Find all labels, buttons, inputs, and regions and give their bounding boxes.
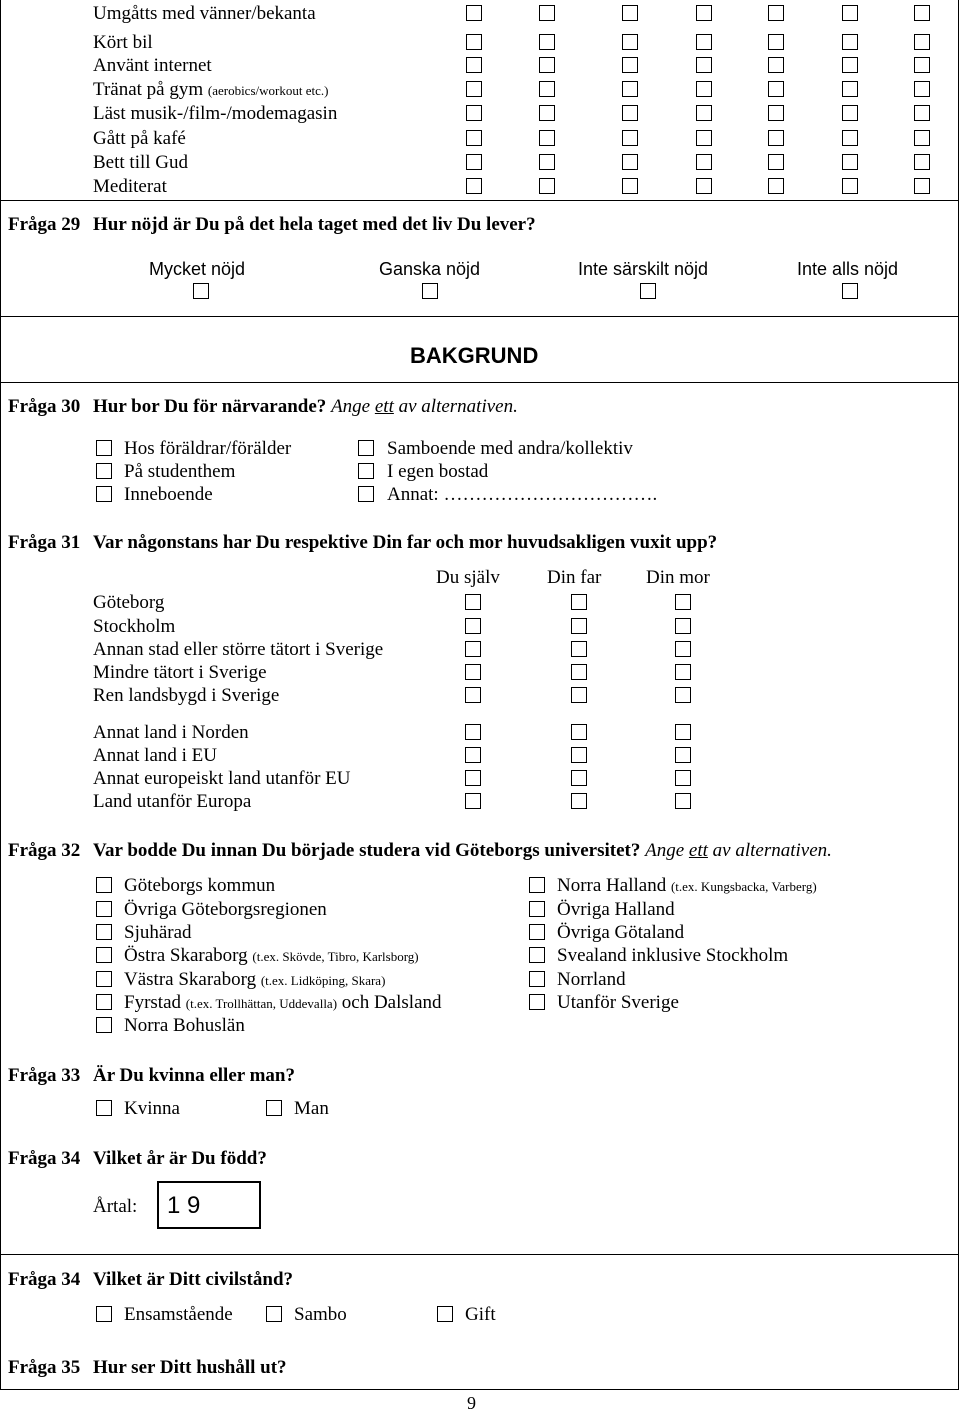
activity-checkbox[interactable]: [466, 57, 482, 73]
activity-text: Gått på kafé: [93, 128, 186, 149]
activity-checkbox[interactable]: [696, 81, 712, 97]
q32-option-note: (t.ex. Lidköping, Skara): [260, 973, 386, 988]
q34b-option-label: Gift: [465, 1304, 496, 1325]
year-input[interactable]: [157, 1181, 261, 1229]
question-text: Är Du kvinna eller man?: [93, 1065, 295, 1086]
q31-checkbox[interactable]: [571, 793, 587, 809]
q32-option-label: [557, 923, 684, 942]
activity-checkbox[interactable]: [842, 57, 858, 73]
activity-text: Använt internet: [93, 55, 212, 76]
page-number: 9: [467, 1393, 476, 1413]
activity-text: Mediterat: [93, 176, 167, 197]
q31-checkbox[interactable]: [571, 664, 587, 680]
q31-checkbox[interactable]: [675, 641, 691, 657]
activity-checkbox[interactable]: [768, 34, 784, 50]
q31-checkbox[interactable]: [465, 641, 481, 657]
q31-checkbox[interactable]: [571, 687, 587, 703]
activity-checkbox[interactable]: [696, 130, 712, 146]
q29-option-label: Inte särskilt nöjd: [578, 259, 709, 279]
activity-label: [93, 129, 186, 148]
activity-note: (aerobics/workout etc.): [207, 83, 329, 98]
q32-option-label: [557, 970, 626, 989]
q30-option-label: Inneboende: [124, 484, 213, 505]
frame-rule: [0, 1389, 959, 1390]
activity-checkbox[interactable]: [914, 154, 930, 170]
q34b-checkbox[interactable]: [437, 1306, 453, 1322]
q32-option-text: Utanför Sverige: [557, 992, 679, 1013]
activity-label: [93, 4, 316, 23]
q31-checkbox[interactable]: [571, 594, 587, 610]
question-number: Fråga 30: [8, 396, 81, 417]
q31-checkbox[interactable]: [465, 687, 481, 703]
activity-checkbox[interactable]: [768, 130, 784, 146]
q30-checkbox[interactable]: [96, 463, 112, 479]
activity-checkbox[interactable]: [466, 5, 482, 21]
q32-option-note: (t.ex. Kungsbacka, Varberg): [670, 879, 817, 894]
q32-option-text: Övriga Halland: [557, 899, 675, 920]
year-prefill: 1 9: [167, 1192, 201, 1219]
question-text: [93, 397, 518, 416]
activity-checkbox[interactable]: [622, 130, 638, 146]
q31-checkbox[interactable]: [571, 724, 587, 740]
activity-checkbox[interactable]: [539, 154, 555, 170]
q34b-checkbox[interactable]: [266, 1306, 282, 1322]
activity-checkbox[interactable]: [696, 5, 712, 21]
q31-row-label: Ren landsbygd i Sverige: [93, 685, 280, 706]
activity-text: Kört bil: [93, 32, 153, 53]
q33-option-label: Man: [294, 1098, 329, 1119]
q31-row-label: Mindre tätort i Sverige: [93, 662, 267, 683]
activity-checkbox[interactable]: [842, 81, 858, 97]
q30-checkbox[interactable]: [358, 463, 374, 479]
q30-option-label: Annat: …………………………….: [387, 484, 658, 505]
q29-checkbox[interactable]: [842, 283, 858, 299]
activity-checkbox[interactable]: [622, 178, 638, 194]
q32-option-label: [124, 900, 327, 919]
question-text: Hur nöjd är Du på det hela taget med det liv Du lever?: [93, 214, 536, 235]
q29-option-label: Mycket nöjd: [149, 259, 246, 279]
activity-label: [93, 33, 153, 52]
activity-checkbox[interactable]: [466, 154, 482, 170]
activity-checkbox[interactable]: [622, 34, 638, 50]
q32-checkbox[interactable]: [96, 971, 112, 987]
q31-row-label: Göteborg: [93, 592, 165, 613]
activity-checkbox[interactable]: [539, 34, 555, 50]
question-text: Var någonstans har Du respektive Din far och mor huvudsakligen vuxit upp?: [93, 532, 718, 553]
q30-checkbox[interactable]: [358, 440, 374, 456]
q31-checkbox[interactable]: [571, 641, 587, 657]
activity-checkbox[interactable]: [466, 105, 482, 121]
activity-checkbox[interactable]: [622, 105, 638, 121]
frame-rule: [0, 1254, 959, 1255]
q32-option-label: [557, 946, 788, 965]
q31-row-label: Stockholm: [93, 616, 176, 637]
q32-option-label: [124, 876, 275, 895]
question-number: Fråga 31: [8, 532, 81, 553]
activity-checkbox[interactable]: [539, 5, 555, 21]
q32-checkbox[interactable]: [529, 994, 545, 1010]
q33-checkbox[interactable]: [266, 1100, 282, 1116]
q32-checkbox[interactable]: [529, 971, 545, 987]
question-number: Fråga 29: [8, 214, 81, 235]
q31-checkbox[interactable]: [675, 747, 691, 763]
question-text: Vilket år är Du född?: [93, 1148, 267, 1169]
q31-row-label: Annan stad eller större tätort i Sverige: [93, 639, 384, 660]
activity-checkbox[interactable]: [842, 130, 858, 146]
q31-checkbox[interactable]: [675, 664, 691, 680]
q32-option-text: Sjuhärad: [124, 922, 192, 943]
q29-checkbox[interactable]: [193, 283, 209, 299]
question-number: Fråga 32: [8, 840, 81, 861]
activity-text: Tränat på gym: [93, 79, 204, 100]
year-label: Årtal:: [93, 1196, 138, 1217]
q32-checkbox[interactable]: [529, 901, 545, 917]
q31-row-label: Annat europeiskt land utanför EU: [93, 768, 351, 789]
q32-option-label: [124, 970, 385, 989]
q32-checkbox[interactable]: [96, 901, 112, 917]
q29-option-label: Ganska nöjd: [379, 259, 481, 279]
q32-checkbox[interactable]: [96, 994, 112, 1010]
q32-instruction: Ange ett av alternativen.: [645, 840, 832, 861]
q32-checkbox[interactable]: [96, 1017, 112, 1033]
activity-checkbox[interactable]: [696, 34, 712, 50]
activity-checkbox[interactable]: [696, 105, 712, 121]
q31-checkbox[interactable]: [465, 618, 481, 634]
q30-checkbox[interactable]: [96, 486, 112, 502]
q31-checkbox[interactable]: [571, 618, 587, 634]
activity-checkbox[interactable]: [539, 130, 555, 146]
q30-instruction: Ange ett av alternativen.: [331, 396, 518, 417]
activity-checkbox[interactable]: [914, 178, 930, 194]
question-text: [93, 841, 832, 860]
activity-text: Läst musik-/film-/modemagasin: [93, 103, 338, 124]
q31-checkbox[interactable]: [465, 747, 481, 763]
q32-checkbox[interactable]: [529, 877, 545, 893]
q32-option-text: Svealand inklusive Stockholm: [557, 945, 789, 966]
activity-label: [93, 104, 337, 123]
frame-rule: [0, 382, 959, 383]
frame-left: [0, 0, 1, 1390]
activity-label: [93, 80, 328, 99]
activity-checkbox[interactable]: [466, 34, 482, 50]
activity-checkbox[interactable]: [466, 178, 482, 194]
activity-checkbox[interactable]: [622, 5, 638, 21]
q32-text: Var bodde Du innan Du började studera vid Göteborgs universitet?: [93, 840, 641, 861]
q32-checkbox[interactable]: [96, 924, 112, 940]
activity-checkbox[interactable]: [842, 5, 858, 21]
q32-option-text: Göteborgs kommun: [124, 875, 276, 896]
activity-checkbox[interactable]: [466, 130, 482, 146]
activity-label: [93, 177, 167, 196]
activity-label: [93, 56, 212, 75]
q31-checkbox[interactable]: [465, 724, 481, 740]
q32-option-label: [124, 993, 442, 1012]
q31-checkbox[interactable]: [675, 687, 691, 703]
q30-text: Hur bor Du för närvarande?: [93, 396, 327, 417]
q29-checkbox[interactable]: [422, 283, 438, 299]
q31-checkbox[interactable]: [465, 770, 481, 786]
q33-option-label: Kvinna: [124, 1098, 180, 1119]
activity-checkbox[interactable]: [622, 154, 638, 170]
activity-checkbox[interactable]: [768, 105, 784, 121]
frame-rule: [0, 316, 959, 317]
activity-checkbox[interactable]: [696, 57, 712, 73]
q30-option-label: Hos föräldrar/förälder: [124, 438, 292, 459]
q32-option-label: [124, 1016, 245, 1035]
activity-checkbox[interactable]: [914, 34, 930, 50]
activity-checkbox[interactable]: [539, 81, 555, 97]
q31-checkbox[interactable]: [675, 618, 691, 634]
q32-checkbox[interactable]: [96, 947, 112, 963]
activity-checkbox[interactable]: [914, 5, 930, 21]
activity-checkbox[interactable]: [539, 178, 555, 194]
question-text: Hur ser Ditt hushåll ut?: [93, 1357, 287, 1378]
q31-checkbox[interactable]: [675, 724, 691, 740]
q30-checkbox[interactable]: [358, 486, 374, 502]
question-number: Fråga 34: [8, 1269, 81, 1290]
q34b-checkbox[interactable]: [96, 1306, 112, 1322]
question-number: Fråga 33: [8, 1065, 81, 1086]
q32-option-text: Fyrstad: [124, 992, 186, 1013]
q33-checkbox[interactable]: [96, 1100, 112, 1116]
q32-option-label: [557, 876, 817, 895]
activity-checkbox[interactable]: [622, 57, 638, 73]
activity-checkbox[interactable]: [622, 81, 638, 97]
q32-option-label: [557, 993, 679, 1012]
question-number: Fråga 34: [8, 1148, 81, 1169]
question-number: Fråga 35: [8, 1357, 81, 1378]
q32-checkbox[interactable]: [529, 924, 545, 940]
activity-checkbox[interactable]: [768, 178, 784, 194]
q32-option-text: Övriga Göteborgsregionen: [124, 899, 327, 920]
q31-row-label: Land utanför Europa: [93, 791, 252, 812]
q32-option-note: (t.ex. Trollhättan, Uddevalla): [185, 996, 338, 1011]
q34b-option-label: Ensamstående: [124, 1304, 233, 1325]
activity-checkbox[interactable]: [914, 57, 930, 73]
activity-label: [93, 153, 188, 172]
q29-option-label: Inte alls nöjd: [797, 259, 899, 279]
q31-checkbox[interactable]: [675, 594, 691, 610]
q31-checkbox[interactable]: [465, 594, 481, 610]
q32-option-text: Norra Halland: [557, 875, 671, 896]
activity-checkbox[interactable]: [768, 81, 784, 97]
activity-checkbox[interactable]: [914, 81, 930, 97]
q32-option-label: [124, 946, 419, 965]
q31-col-header: Du själv: [436, 567, 500, 588]
q32-option-text: Västra Skaraborg: [124, 969, 261, 990]
activity-checkbox[interactable]: [768, 5, 784, 21]
q31-checkbox[interactable]: [465, 793, 481, 809]
activity-checkbox[interactable]: [842, 105, 858, 121]
activity-checkbox[interactable]: [842, 178, 858, 194]
q31-col-header: Din far: [547, 567, 602, 588]
q32-option-text: Norrland: [557, 969, 626, 990]
q32-checkbox[interactable]: [529, 947, 545, 963]
q32-checkbox[interactable]: [96, 877, 112, 893]
q31-col-header: Din mor: [646, 567, 710, 588]
q29-checkbox[interactable]: [640, 283, 656, 299]
q30-option-label: På studenthem: [124, 461, 236, 482]
q32-option-text: Östra Skaraborg: [124, 945, 253, 966]
activity-text: Bett till Gud: [93, 152, 188, 173]
q31-checkbox[interactable]: [675, 793, 691, 809]
q31-checkbox[interactable]: [465, 664, 481, 680]
q32-option-tail: och Dalsland: [337, 992, 442, 1013]
q32-option-note: (t.ex. Skövde, Tibro, Karlsborg): [252, 949, 419, 964]
activity-text: Umgåtts med vänner/bekanta: [93, 3, 316, 24]
activity-checkbox[interactable]: [768, 154, 784, 170]
activity-checkbox[interactable]: [842, 154, 858, 170]
q30-option-label: Samboende med andra/kollektiv: [387, 438, 633, 459]
activity-checkbox[interactable]: [539, 57, 555, 73]
q30-checkbox[interactable]: [96, 440, 112, 456]
activity-checkbox[interactable]: [539, 105, 555, 121]
section-title: BAKGRUND: [410, 343, 539, 368]
question-text: Vilket är Ditt civilstånd?: [93, 1269, 294, 1290]
q31-checkbox[interactable]: [571, 770, 587, 786]
frame-right: [958, 0, 959, 1390]
q32-option-label: [124, 923, 192, 942]
activity-checkbox[interactable]: [842, 34, 858, 50]
q31-checkbox[interactable]: [675, 770, 691, 786]
q31-row-label: Annat land i EU: [93, 745, 218, 766]
q32-option-text: Övriga Götaland: [557, 922, 685, 943]
activity-checkbox[interactable]: [466, 81, 482, 97]
activity-checkbox[interactable]: [768, 57, 784, 73]
q34b-option-label: Sambo: [294, 1304, 347, 1325]
q30-option-label: I egen bostad: [387, 461, 489, 482]
q31-row-label: Annat land i Norden: [93, 722, 249, 743]
frame-rule: [0, 200, 959, 201]
activity-checkbox[interactable]: [696, 178, 712, 194]
activity-checkbox[interactable]: [914, 130, 930, 146]
q32-option-text: Norra Bohuslän: [124, 1015, 245, 1036]
q32-option-label: [557, 900, 675, 919]
activity-checkbox[interactable]: [696, 154, 712, 170]
activity-checkbox[interactable]: [914, 105, 930, 121]
q31-checkbox[interactable]: [571, 747, 587, 763]
